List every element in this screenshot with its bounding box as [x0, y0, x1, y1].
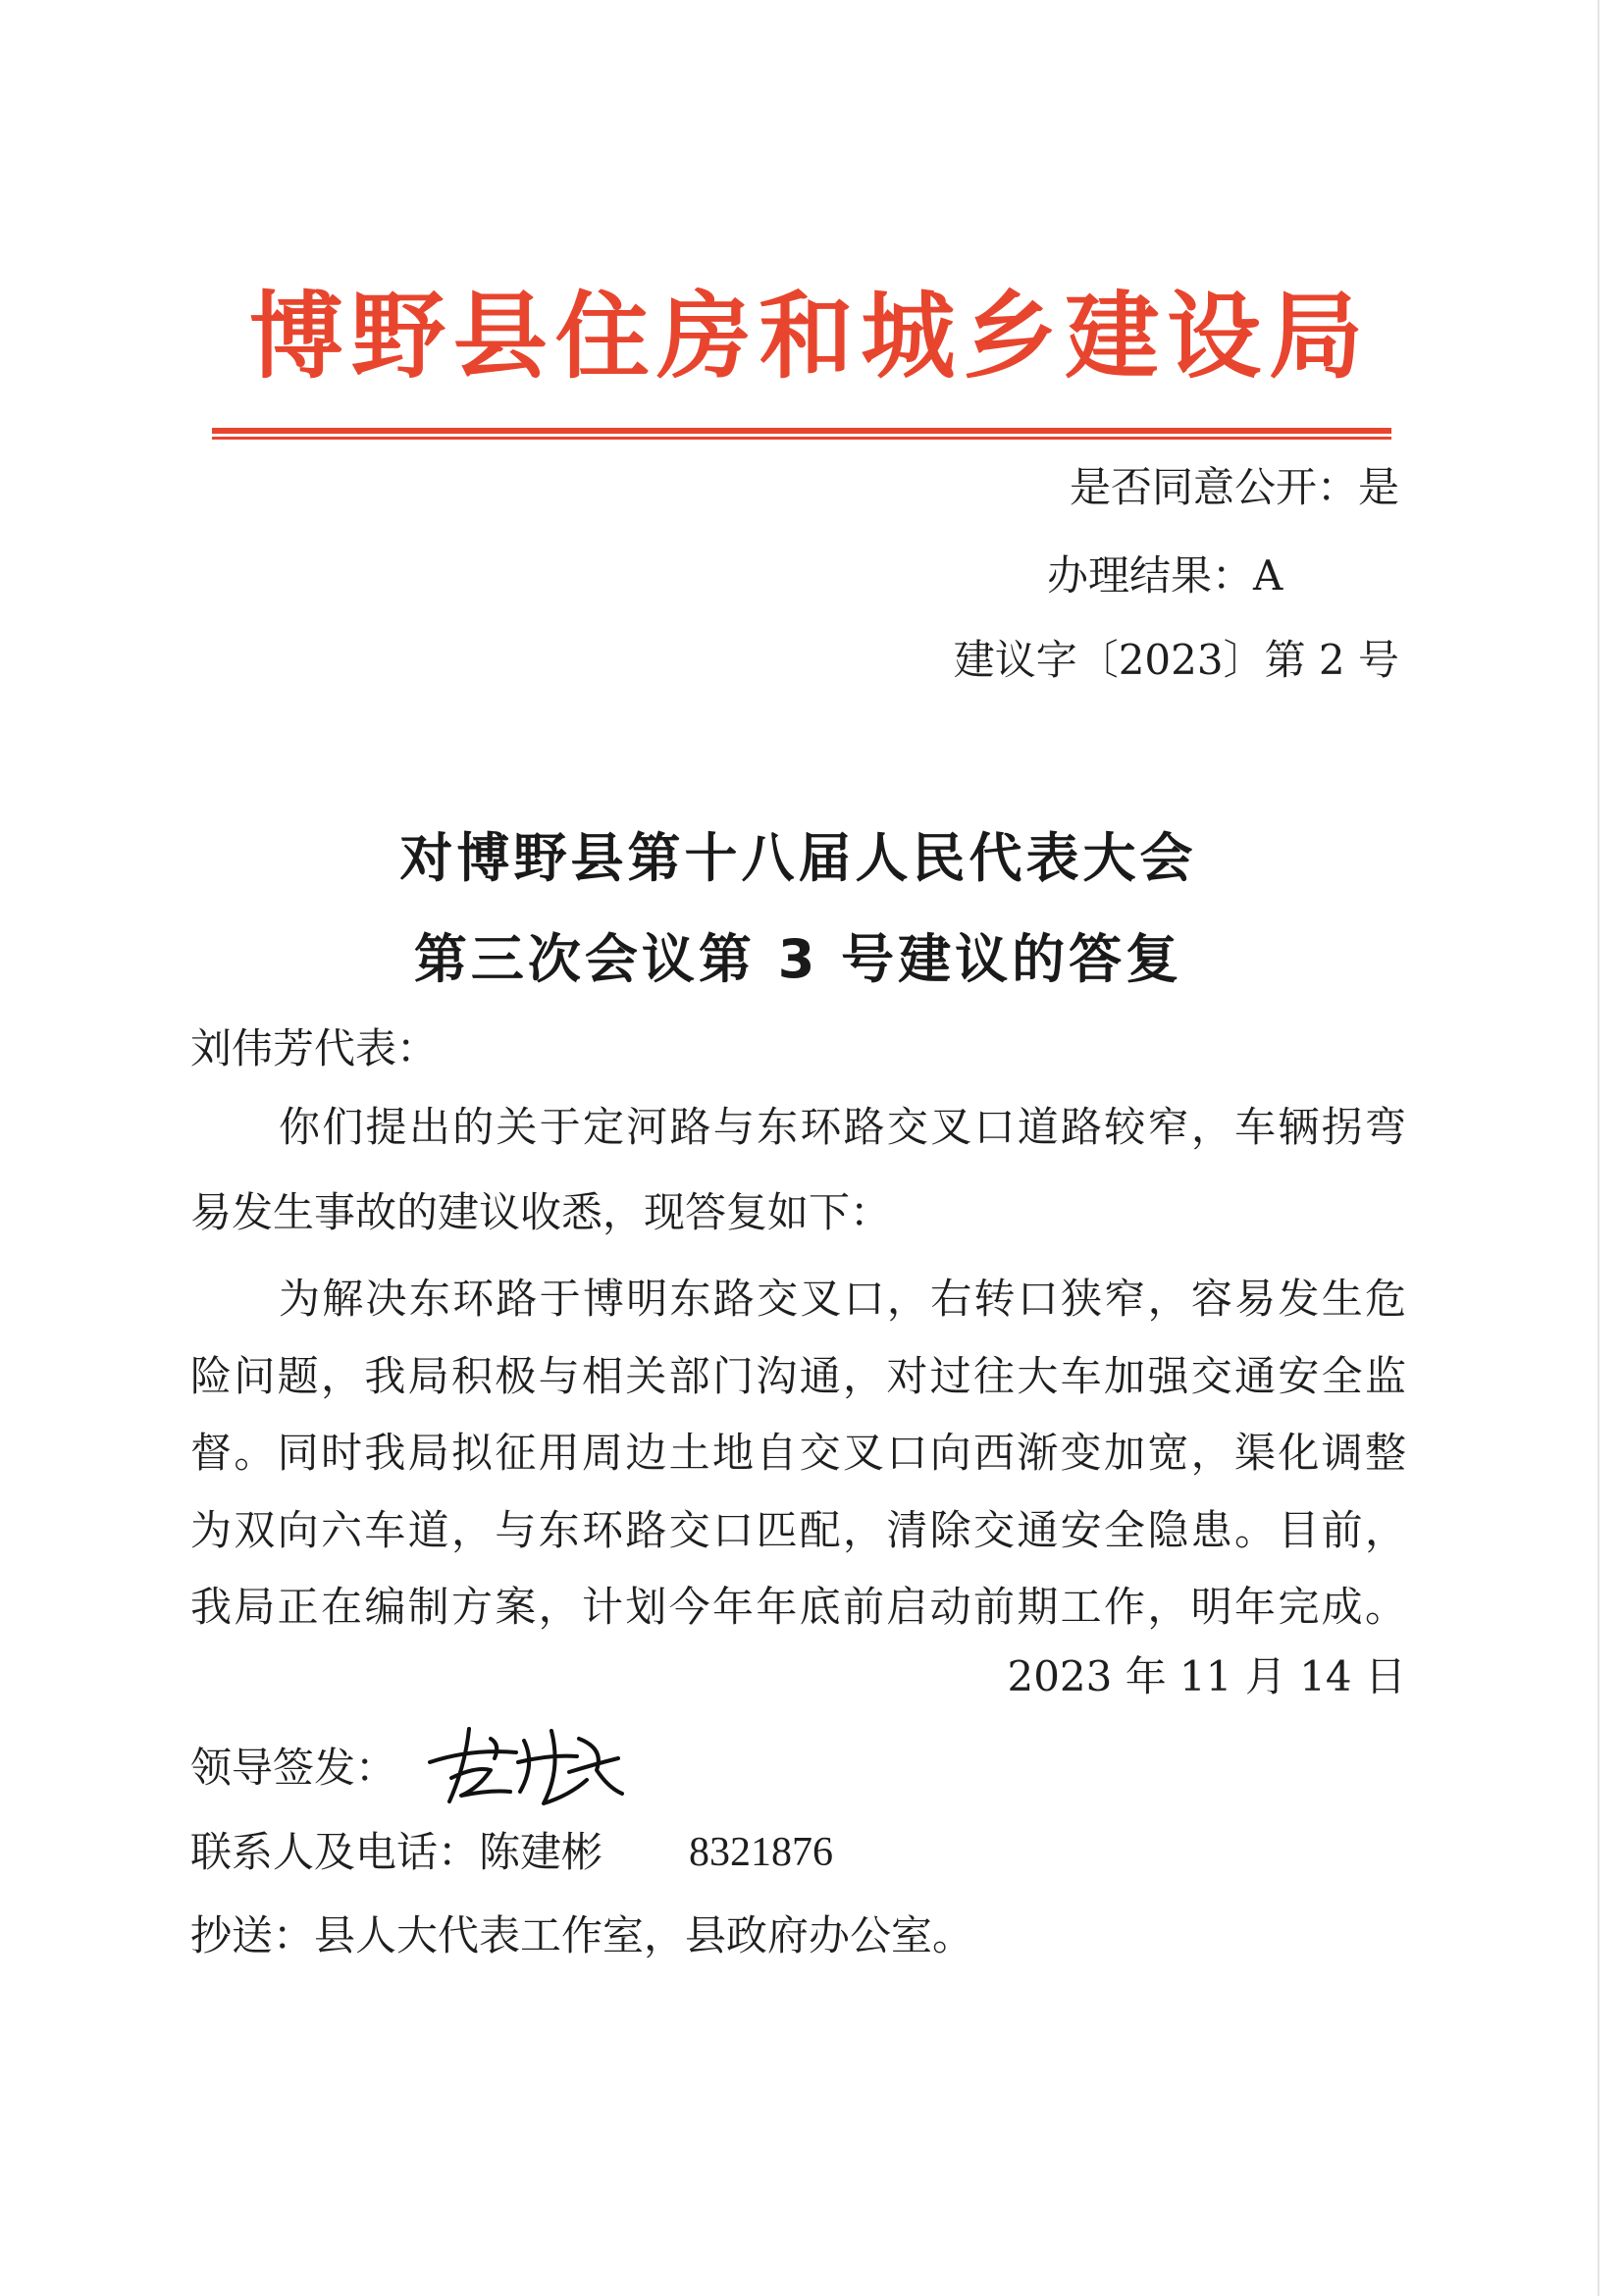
paragraph-2-line: 为解决东环路于博明东路交叉口，右转口狭窄，容易发生危: [279, 1275, 1406, 1323]
letterhead-rule-thin: [212, 437, 1391, 440]
signoff-label: 领导签发：: [190, 1744, 397, 1792]
handwritten-signature: [422, 1719, 628, 1812]
salutation: 刘伟芳代表：: [190, 1024, 439, 1072]
document-number: 建议字〔2023〕第 2 号: [953, 636, 1399, 684]
cc-recipients: 抄送：县人大代表工作室，县政府办公室。: [190, 1911, 974, 1959]
paragraph-1-line: 易发生事故的建议收悉，现答复如下：: [190, 1188, 892, 1236]
handling-result: 办理结果：A: [1047, 551, 1283, 600]
document-title-line-2: 第三次会议第 3 号建议的答复: [413, 928, 1183, 990]
paragraph-2-line: 险问题，我局积极与相关部门沟通，对过往大车加强交通安全监: [190, 1352, 1406, 1400]
disclosure-status: 是否同意公开：是: [1069, 463, 1399, 511]
paragraph-1-line: 你们提出的关于定河路与东环路交叉口道路较窄，车辆拐弯: [279, 1103, 1406, 1151]
paragraph-2-line: 我局正在编制方案，计划今年年底前启动前期工作，明年完成。: [190, 1583, 1406, 1631]
agency-letterhead: 博野县住房和城乡建设局: [249, 281, 1363, 391]
contact-label: 联系人及电话：陈建彬: [190, 1828, 603, 1876]
letterhead-rule-thick: [212, 428, 1391, 434]
reply-date: 2023 年 11 月 14 日: [1007, 1652, 1406, 1700]
contact-phone: 8321876: [689, 1830, 833, 1875]
scan-edge: [1597, 0, 1599, 2296]
paragraph-2-line: 为双向六车道，与东环路交口匹配，清除交通安全隐患。目前，: [190, 1506, 1406, 1554]
paragraph-2-line: 督。同时我局拟征用周边土地自交叉口向西渐变加宽，渠化调整: [190, 1429, 1406, 1477]
document-title-line-1: 对博野县第十八届人民代表大会: [399, 827, 1197, 889]
